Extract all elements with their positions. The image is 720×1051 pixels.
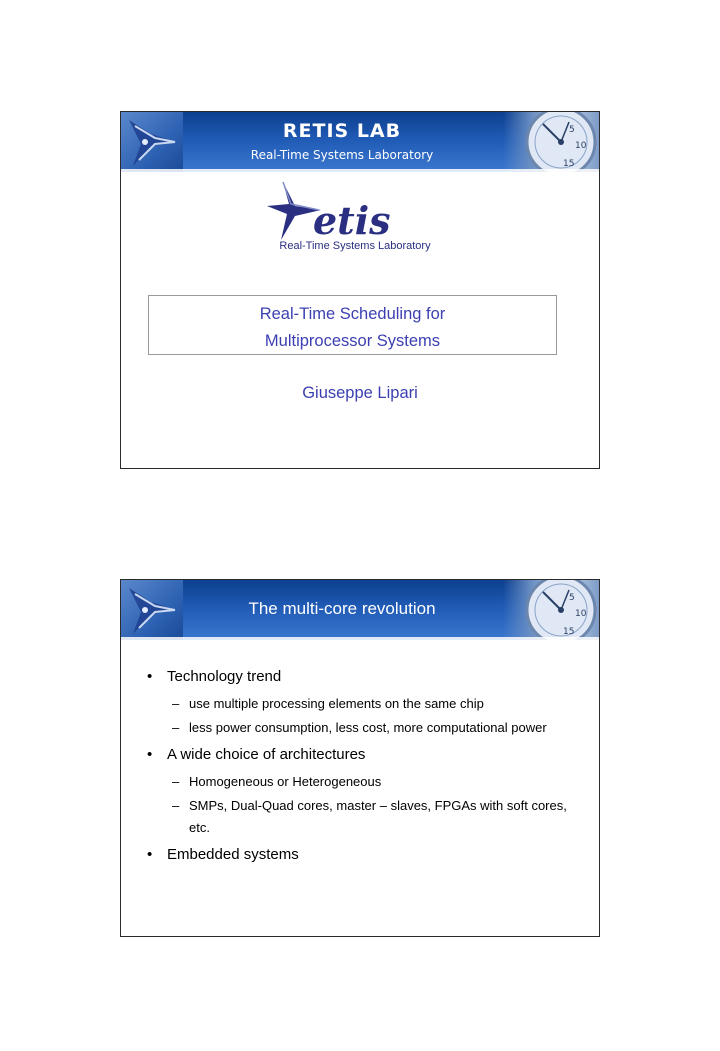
sub-bullet-marker: –	[172, 720, 180, 735]
sub-bullet-text: use multiple processing elements on the same chip	[189, 696, 484, 711]
bullet-marker: •	[147, 846, 153, 863]
talk-title-line: Multiprocessor Systems	[264, 332, 441, 350]
sub-bullet-marker: –	[172, 696, 180, 711]
sub-bullet-text: Homogeneous or Heterogeneous	[189, 774, 382, 789]
bullet-item	[145, 666, 569, 688]
retis-star-logo-icon	[121, 580, 183, 640]
sub-bullet-text: SMPs, Dual-Quad cores, master – slaves, FPGAs with soft cores, etc.	[189, 798, 567, 835]
svg-text:15: 15	[563, 159, 575, 169]
svg-text:5: 5	[569, 593, 575, 603]
svg-text:10: 10	[575, 141, 587, 151]
svg-text:10: 10	[575, 609, 587, 619]
sub-bullet-marker: –	[172, 798, 180, 813]
bullet-marker: •	[147, 668, 153, 685]
svg-text:5: 5	[569, 125, 575, 135]
retis-star-logo-icon	[121, 112, 183, 172]
bullet-text: A wide choice of architectures	[167, 746, 366, 763]
logo-wordmark: etis	[313, 198, 391, 243]
talk-title-box	[148, 295, 557, 355]
sub-bullet-item	[145, 693, 569, 715]
sub-bullet-item	[145, 717, 569, 739]
author-name: Giuseppe Lipari	[302, 384, 418, 402]
stopwatch-dial-icon	[503, 112, 599, 172]
sub-bullet-item	[145, 795, 569, 839]
slide-1	[120, 111, 600, 469]
bullet-list	[145, 666, 569, 871]
svg-text:15: 15	[563, 627, 575, 637]
lab-subtitle: Real-Time Systems Laboratory	[250, 148, 434, 162]
stopwatch-dial-icon	[503, 580, 599, 640]
bullet-item	[145, 744, 569, 766]
logo-tagline: Real-Time Systems Laboratory	[279, 240, 431, 252]
talk-title-line: Real-Time Scheduling for	[259, 305, 446, 323]
sub-bullet-marker: –	[172, 774, 180, 789]
bullet-text: Embedded systems	[167, 846, 299, 863]
bullet-text: Technology trend	[167, 668, 282, 685]
sub-bullet-text: less power consumption, less cost, more computational power	[189, 720, 547, 735]
bullet-item	[145, 844, 569, 866]
slide-2-banner	[121, 580, 599, 640]
slide-2	[120, 579, 600, 937]
lab-name: RETIS LAB	[282, 120, 402, 142]
retis-logo	[261, 176, 451, 256]
slide-1-banner	[121, 112, 599, 172]
bullet-marker: •	[147, 746, 153, 763]
sub-bullet-item	[145, 771, 569, 793]
slide-title: The multi-core revolution	[248, 599, 436, 618]
